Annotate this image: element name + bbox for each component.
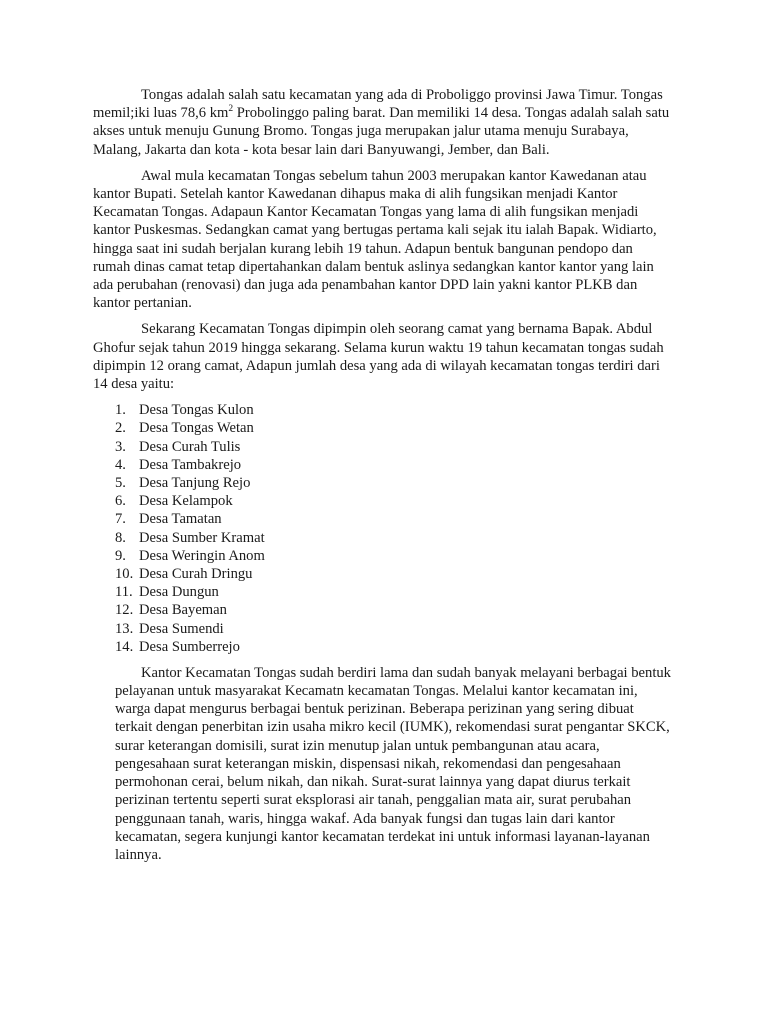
list-item-label: Desa Kelampok	[139, 493, 233, 510]
list-item-number: 1.	[115, 402, 126, 419]
list-item-number: 3.	[115, 438, 126, 455]
list-item	[93, 419, 673, 437]
paragraph-intro-text-b: Probolinggo paling barat. Dan memiliki 14 desa. Tongas adalah salah satu akses untuk menuju Gunung Bromo. Tongas juga merupakan jalur utama menuju Surabaya, Malang, Jakarta dan kota - kota besar lain dari Banyuwangi, Jember, dan Bali.	[93, 105, 670, 158]
list-item-number: 10.	[115, 565, 134, 582]
list-item-number: 9.	[115, 547, 126, 564]
list-item-label: Desa Tanjung Rejo	[139, 475, 251, 491]
list-item-label: Desa Tambakrejo	[139, 456, 242, 473]
village-list	[93, 401, 673, 656]
list-item	[93, 565, 673, 583]
list-item-label: Desa Sumendi	[139, 620, 224, 637]
list-item-label: Desa Sumberrejo	[139, 638, 240, 655]
list-item-number: 11.	[115, 584, 133, 601]
list-item	[93, 492, 673, 510]
list-item-label: Desa Bayeman	[139, 602, 227, 619]
list-item	[93, 456, 673, 474]
paragraph-leadership: Sekarang Kecamatan Tongas dipimpin oleh seorang camat yang bernama Bapak. Abdul Ghofur sejak tahun 2019 hingga sekarang. Selama kurun waktu 19 tahun kecamatan tongas sudah dipimpin 12 orang camat, Adapun jumlah desa yang ada di wilayah kecamatan tongas terdiri dari 14 desa yaitu:	[93, 321, 664, 393]
paragraph-intro	[93, 86, 673, 159]
paragraph-services: Kantor Kecamatan Tongas sudah berdiri lama dan sudah banyak melayani berbagai bentuk pelayanan untuk masyarakat Kecamatn kecamatan Tongas. Melalui kantor kecamatan ini, warga dapat mengurus berbagai bentuk perizinan. Beberapa perizinan yang sering dibuat terkait dengan penerbitan izin usaha mikro kecil (IUMK), rekomendasi surat pengantar SKCK, surar keterangan domisili, surat izin menutup jalan untuk pembangunan atau acara, pengesahaan surat keterangan miskin, dispensasi nikah, rekomendasi dan pengesahaan permohonan cerai, belum nikah, dan nikah. Surat-surat lainnya yang dapat diurus terkait perizinan tertentu seperti surat eksplorasi air tanah, penggalian mata air, surat perubahan penggunaan tanah, waris, hingga wakaf. Ada banyak fungsi dan tugas lain dari kantor kecamatan, segera kunjungi kantor kecamatan terdekat ini untuk informasi layanan-layanan lainnya.	[115, 664, 671, 863]
list-item-label: Desa Tamatan	[139, 511, 222, 528]
list-item	[93, 583, 673, 601]
list-item	[93, 474, 673, 492]
list-item	[93, 601, 673, 619]
list-item-number: 8.	[115, 529, 126, 546]
list-item	[93, 529, 673, 547]
list-item-label: Desa Weringin Anom	[139, 547, 265, 564]
list-item	[93, 620, 673, 638]
list-item-number: 7.	[115, 511, 126, 528]
list-item-number: 2.	[115, 420, 126, 437]
list-item-number: 6.	[115, 493, 126, 510]
superscript-two: 2	[228, 104, 234, 115]
list-item	[93, 638, 673, 656]
list-item	[93, 438, 673, 456]
list-item	[93, 401, 673, 419]
list-item-label: Desa Curah Dringu	[139, 565, 253, 582]
list-item-label: Desa Sumber Kramat	[139, 529, 265, 546]
list-item	[93, 510, 673, 528]
list-item-number: 12.	[115, 602, 134, 619]
list-item-label: Desa Dungun	[139, 584, 219, 601]
paragraph-intro-text-a: Tongas adalah salah satu kecamatan yang ada di Proboliggo provinsi Jawa Timur. Tongas memil;iki luas 78,6 km	[93, 87, 663, 122]
list-item	[93, 547, 673, 565]
list-item-number: 14.	[115, 638, 134, 655]
list-item-label: Desa Tongas Kulon	[139, 402, 254, 419]
paragraph-history: Awal mula kecamatan Tongas sebelum tahun 2003 merupakan kantor Kawedanan atau kantor Bupati. Setelah kantor Kawedanan dihapus maka di alih fungsikan menjadi Kantor Kecamatan Tongas. Adapaun Kantor Kecamatan Tongas yang lama di alih fungsikan menjadi kantor Puskesmas. Sedangkan camat yang bertugas pertama kali sejak itu ialah Bapak. Widiarto, hingga saat ini sudah berjalan kurang lebih 19 tahun. Adapun bentuk bangunan pendopo dan rumah dinas camat tetap dipertahankan dalam bentuk aslinya sedangkan kantor kantor yang lain ada perubahan (renovasi) dan juga ada penambahan kantor DPD lain yakni kantor PLKB dan kantor pertanian.	[93, 167, 657, 312]
list-item-label: Desa Tongas Wetan	[139, 420, 254, 437]
document-page	[93, 86, 673, 872]
list-item-number: 5.	[115, 475, 126, 491]
list-item-number: 13.	[115, 620, 134, 637]
list-item-number: 4.	[115, 456, 126, 473]
list-item-label: Desa Curah Tulis	[139, 438, 241, 455]
